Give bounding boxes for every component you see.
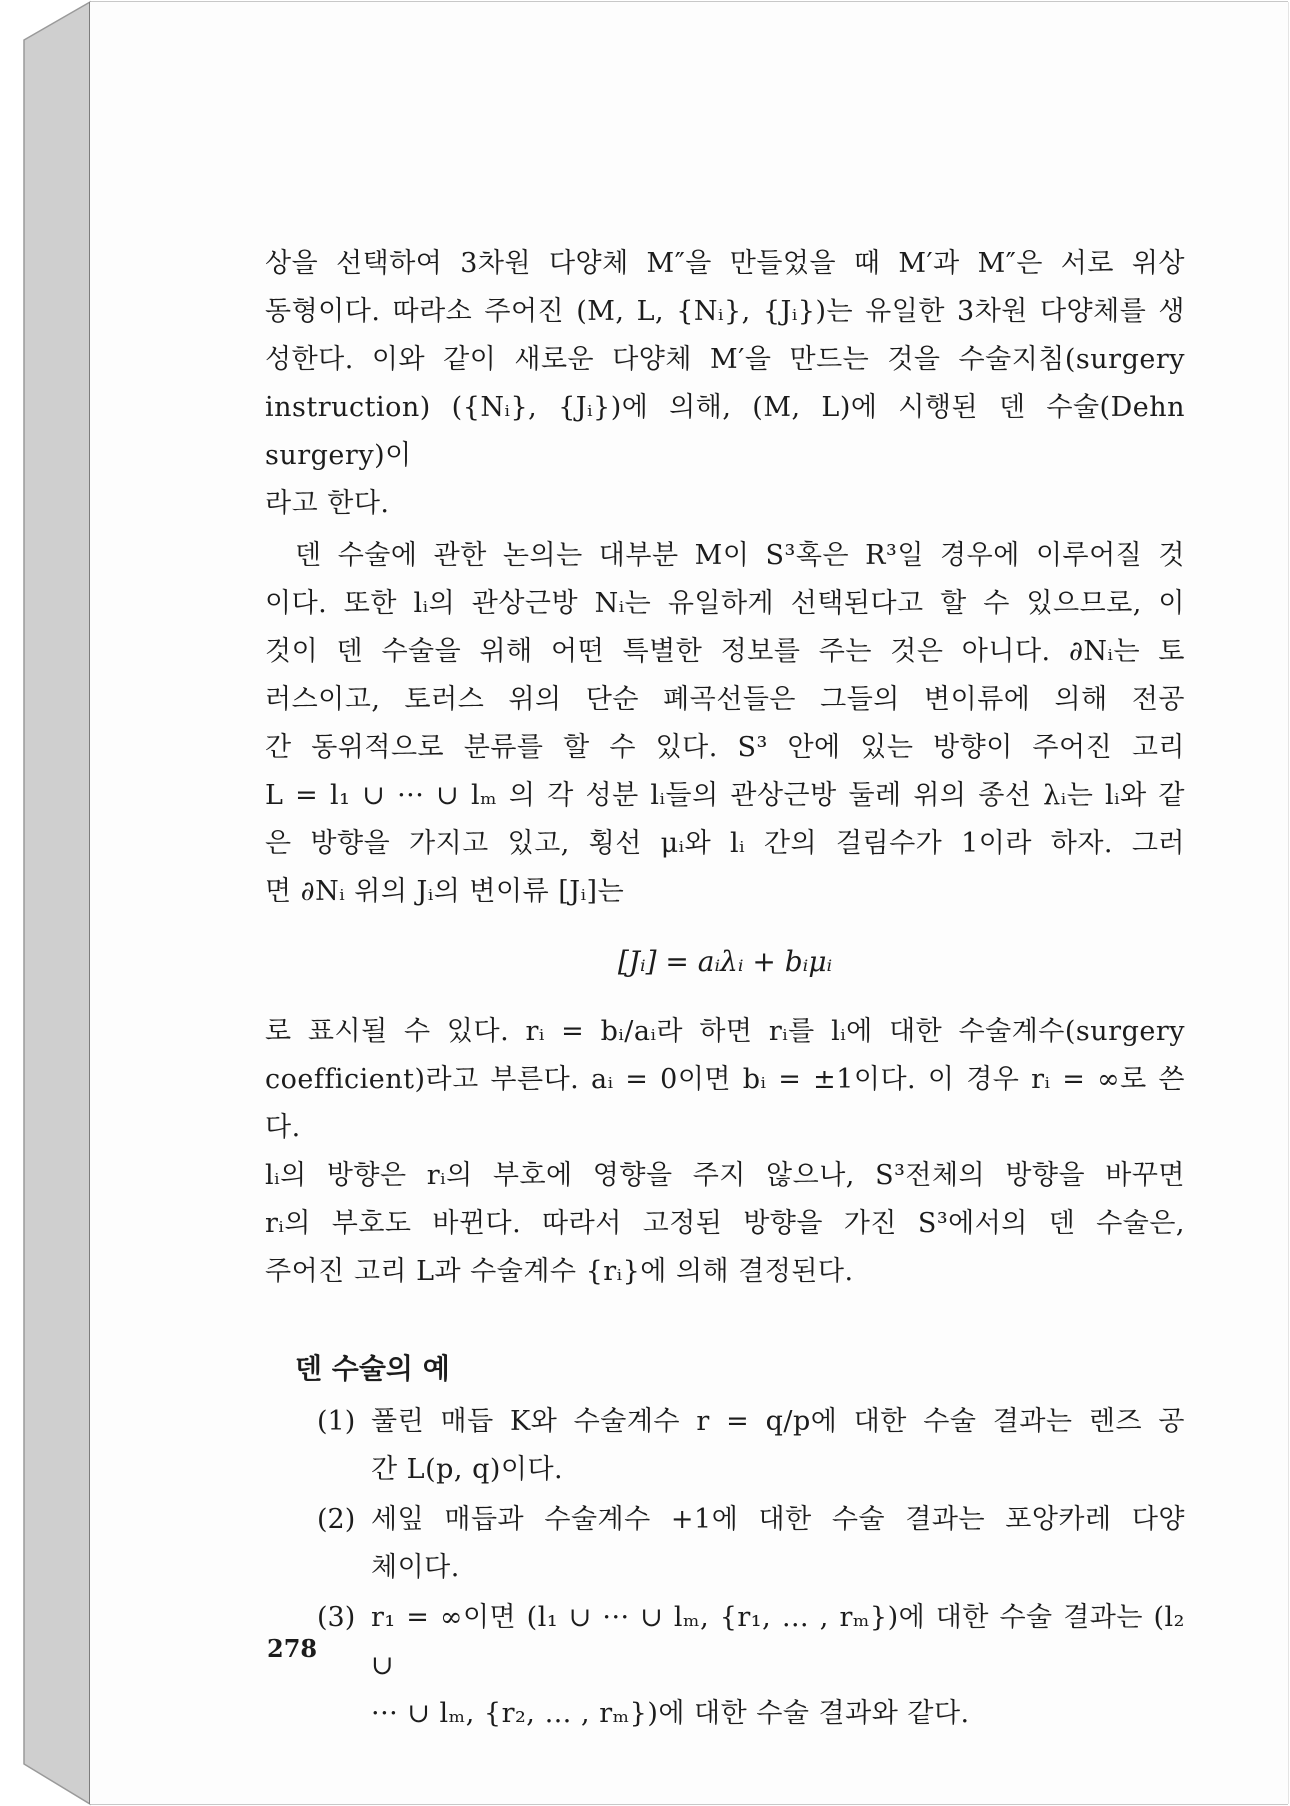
text-line: 주어진 고리 L과 수술계수 {rᵢ}에 의해 결정된다. xyxy=(265,1256,854,1287)
text-line: rᵢ의 부호도 바뀐다. 따라서 고정된 방향을 가진 S³에서의 덴 수술은, xyxy=(265,1208,1185,1239)
text-line: lᵢ의 방향은 rᵢ의 부호에 영향을 주지 않으나, S³전체의 방향을 바꾸면 xyxy=(265,1160,1185,1191)
text-line: ··· ∪ lₘ, {r₂, … , rₘ})에 대한 수술 결과와 같다. xyxy=(371,1698,970,1729)
text-line: 간 동위적으로 분류를 할 수 있다. S³ 안에 있는 방향이 주어진 고리 xyxy=(265,732,1185,763)
list-item-text xyxy=(371,1398,1185,1494)
list-item-number: (1) xyxy=(317,1406,356,1437)
list-item xyxy=(265,1398,1185,1494)
text-line: 로 표시될 수 있다. rᵢ = bᵢ/aᵢ라 하면 rᵢ를 lᵢ에 대한 수술계수(surgery xyxy=(265,1016,1185,1047)
text-line: 체이다. xyxy=(371,1552,460,1583)
text-line: 성한다. 이와 같이 새로운 다양체 M′을 만드는 것을 수술지침(surgery xyxy=(265,344,1185,375)
paragraph-2 xyxy=(265,532,1185,916)
text-line: 은 방향을 가지고 있고, 횡선 μᵢ와 lᵢ 간의 걸림수가 1이라 하자. 그러 xyxy=(265,828,1185,859)
text-line: instruction) ({Nᵢ}, {Jᵢ})에 의해, (M, L)에 시행된 덴 수술(Dehn surgery)이 xyxy=(265,392,1185,471)
paragraph-3 xyxy=(265,1008,1185,1296)
text-line: 풀린 매듭 K와 수술계수 r = q/p에 대한 수술 결과는 렌즈 공 xyxy=(371,1406,1185,1437)
list-item-number: (3) xyxy=(317,1602,356,1633)
list-item-number: (2) xyxy=(317,1504,356,1535)
text-line: 러스이고, 토러스 위의 단순 폐곡선들은 그들의 변이류에 의해 전공 xyxy=(265,684,1185,715)
list-item xyxy=(265,1496,1185,1592)
text-line: L = l₁ ∪ ··· ∪ lₘ 의 각 성분 lᵢ들의 관상근방 둘레 위의 종선 λᵢ는 lᵢ와 같 xyxy=(265,780,1185,811)
text-line: 동형이다. 따라소 주어진 (M, L, {Nᵢ}, {Jᵢ})는 유일한 3차원 다양체를 생 xyxy=(265,296,1185,327)
text-line: 면 ∂Nᵢ 위의 Jᵢ의 변이류 [Jᵢ]는 xyxy=(265,876,625,907)
page-body xyxy=(265,240,1185,1740)
list-item xyxy=(265,1594,1185,1738)
text-line: 세잎 매듭과 수술계수 +1에 대한 수술 결과는 포앙카레 다양 xyxy=(371,1504,1185,1535)
section-heading: 덴 수술의 예 xyxy=(295,1352,450,1385)
page-number: 278 xyxy=(267,1634,318,1663)
text-line: 상을 선택하여 3차원 다양체 M″을 만들었을 때 M′과 M″은 서로 위상 xyxy=(265,248,1185,279)
paragraph-1 xyxy=(265,240,1185,528)
display-formula: [Jᵢ] = aᵢλᵢ + bᵢμᵢ xyxy=(617,945,833,978)
list-item-text xyxy=(371,1496,1185,1592)
text-line: r₁ = ∞이면 (l₁ ∪ ··· ∪ lₘ, {r₁, … , rₘ})에 대한 수술 결과는 (l₂ ∪ xyxy=(371,1602,1185,1681)
text-line: 이다. 또한 lᵢ의 관상근방 Nᵢ는 유일하게 선택된다고 할 수 있으므로, 이 xyxy=(265,588,1185,619)
text-line: 덴 수술에 관한 논의는 대부분 M이 S³혹은 R³일 경우에 이루어질 것 xyxy=(295,540,1185,571)
text-line: 간 L(p, q)이다. xyxy=(371,1454,564,1485)
list-item-text xyxy=(371,1594,1185,1738)
examples-list xyxy=(265,1398,1185,1738)
text-line: 라고 한다. xyxy=(265,488,390,519)
text-line: 것이 덴 수술을 위해 어떤 특별한 정보를 주는 것은 아니다. ∂Nᵢ는 토 xyxy=(265,636,1185,667)
text-line: coefficient)라고 부른다. aᵢ = 0이면 bᵢ = ±1이다. 이 경우 rᵢ = ∞로 쓴다. xyxy=(265,1064,1185,1143)
